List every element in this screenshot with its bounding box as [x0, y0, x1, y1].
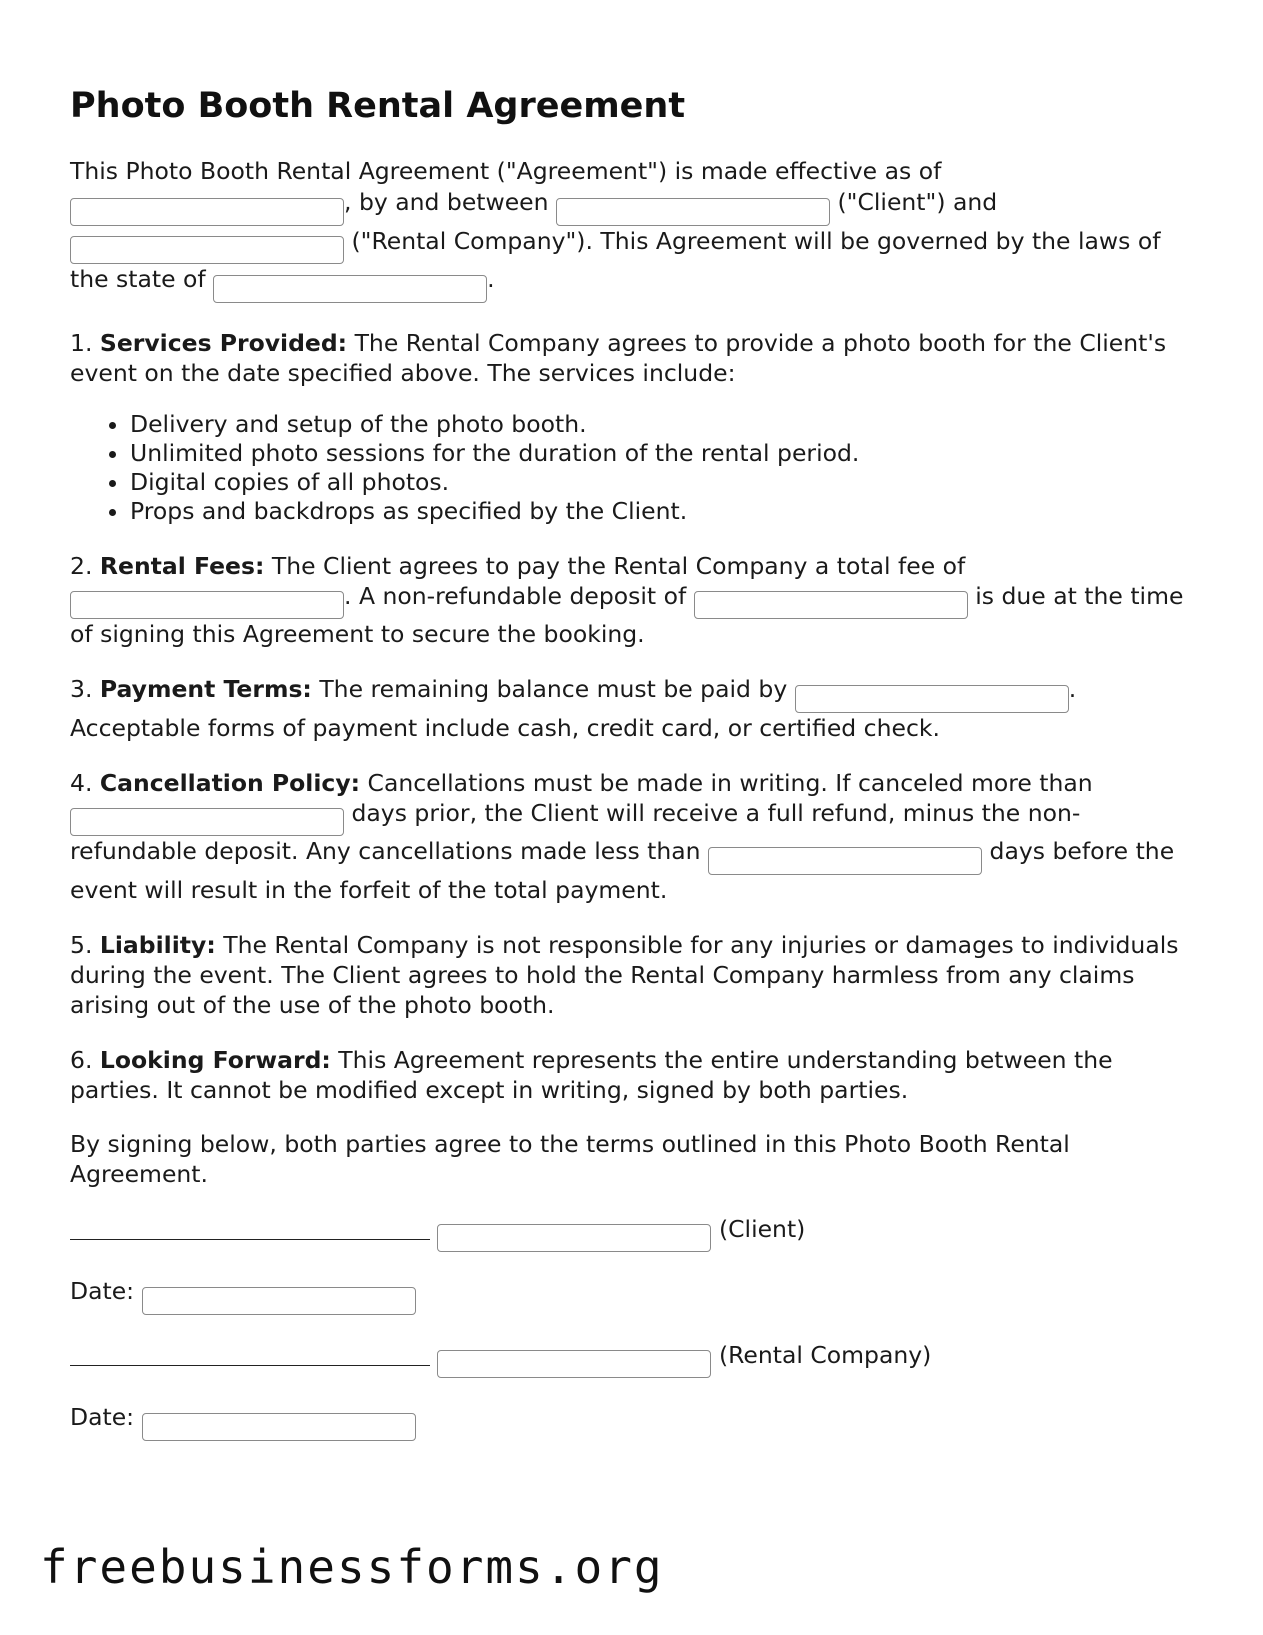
section-text: The Rental Company is not responsible for any injuries or damages to individuals during the event. The Client agrees to hold the Rental Company harmless from any claims arising out of the use of the photo booth. [70, 930, 1179, 1019]
section-text: . A non-refundable deposit of [344, 581, 687, 610]
deposit-amount-field[interactable] [694, 591, 968, 619]
company-date-row [70, 1402, 1200, 1441]
section-text: Cancellations must be made in writing. If canceled more than [367, 768, 1093, 797]
list-item: • Unlimited photo sessions for the duration of the rental period. [130, 439, 1200, 468]
company-signature-row [70, 1340, 1200, 1379]
forfeit-days-field[interactable] [708, 847, 982, 875]
client-printed-name-field[interactable] [437, 1224, 711, 1252]
intro-text-3: ("Client") and [837, 188, 998, 216]
section-text: days prior, the Client will receive a full refund, minus the non-refundable deposit. Any cancellations made less than [70, 798, 1081, 865]
section-payment-terms [70, 674, 1200, 743]
closing-statement: By signing below, both parties agree to the terms outlined in this Photo Booth Rental Agreement. [70, 1129, 1070, 1188]
section-services [70, 328, 1200, 388]
section-text: The Rental Company agrees to provide a photo booth for the Client's event on the date specified above. The services include: [70, 328, 1167, 387]
section-number: 1. [70, 328, 93, 357]
total-fee-field[interactable] [70, 591, 344, 619]
section-number: 4. [70, 768, 93, 797]
list-item: • Props and backdrops as specified by the Client. [130, 497, 1200, 526]
section-heading: Services Provided: [99, 328, 348, 357]
section-text: This Agreement represents the entire understanding between the parties. It cannot be modified except in writing, signed by both parties. [70, 1045, 1113, 1104]
section-number: 6. [70, 1045, 93, 1074]
client-date-row [70, 1276, 1200, 1315]
section-heading: Liability: [99, 930, 216, 959]
section-heading: Looking Forward: [99, 1045, 331, 1074]
balance-due-date-field[interactable] [795, 685, 1069, 713]
company-label: (Rental Company) [718, 1340, 932, 1369]
section-text: days before the event will result in the forfeit of the total payment. [70, 837, 1175, 904]
company-date-field[interactable] [142, 1413, 416, 1441]
footer-watermark: freebusinessforms.org [40, 1540, 664, 1594]
client-name-field[interactable] [556, 198, 830, 226]
section-looking-forward [70, 1045, 1200, 1105]
section-number: 3. [70, 675, 93, 703]
section-text: The remaining balance must be paid by [319, 675, 788, 703]
effective-date-field[interactable] [70, 198, 344, 226]
section-text: . Acceptable forms of payment include cash, credit card, or certified check. [70, 675, 1077, 742]
client-signature-line[interactable] [70, 1217, 430, 1240]
intro-text-1: This Photo Booth Rental Agreement ("Agreement") is made effective as of [70, 157, 942, 185]
company-printed-name-field[interactable] [437, 1350, 711, 1378]
company-signature-line[interactable] [70, 1343, 430, 1366]
section-cancellation-policy [70, 768, 1200, 905]
section-text: is due at the time of signing this Agreement to secure the booking. [70, 581, 1184, 648]
section-text: The Client agrees to pay the Rental Company a total fee of [271, 551, 966, 580]
intro-text-5: . [487, 265, 495, 293]
agreement-page [70, 78, 1200, 1441]
date-label: Date: [70, 1277, 135, 1305]
rental-company-name-field[interactable] [70, 236, 344, 264]
governing-state-field[interactable] [213, 275, 487, 303]
list-item: • Digital copies of all photos. [130, 468, 1200, 497]
section-heading: Payment Terms: [99, 675, 312, 703]
list-item: • Delivery and setup of the photo booth. [130, 410, 1200, 439]
section-number: 5. [70, 930, 93, 959]
full-refund-days-field[interactable] [70, 808, 344, 836]
date-label: Date: [70, 1403, 135, 1431]
section-rental-fees [70, 551, 1200, 650]
intro-text-4: ("Rental Company"). This Agreement will be governed by the laws of the state of [70, 226, 1161, 293]
intro-paragraph [70, 156, 1200, 303]
section-number: 2. [70, 551, 93, 580]
client-date-field[interactable] [142, 1287, 416, 1315]
section-heading: Rental Fees: [99, 551, 265, 580]
page-title: Photo Booth Rental Agreement [70, 86, 686, 126]
section-heading: Cancellation Policy: [99, 768, 361, 797]
client-label: (Client) [718, 1214, 806, 1243]
client-signature-row [70, 1214, 1200, 1253]
intro-text-2: , by and between [344, 188, 549, 216]
section-liability [70, 930, 1200, 1020]
services-list [70, 410, 1200, 526]
